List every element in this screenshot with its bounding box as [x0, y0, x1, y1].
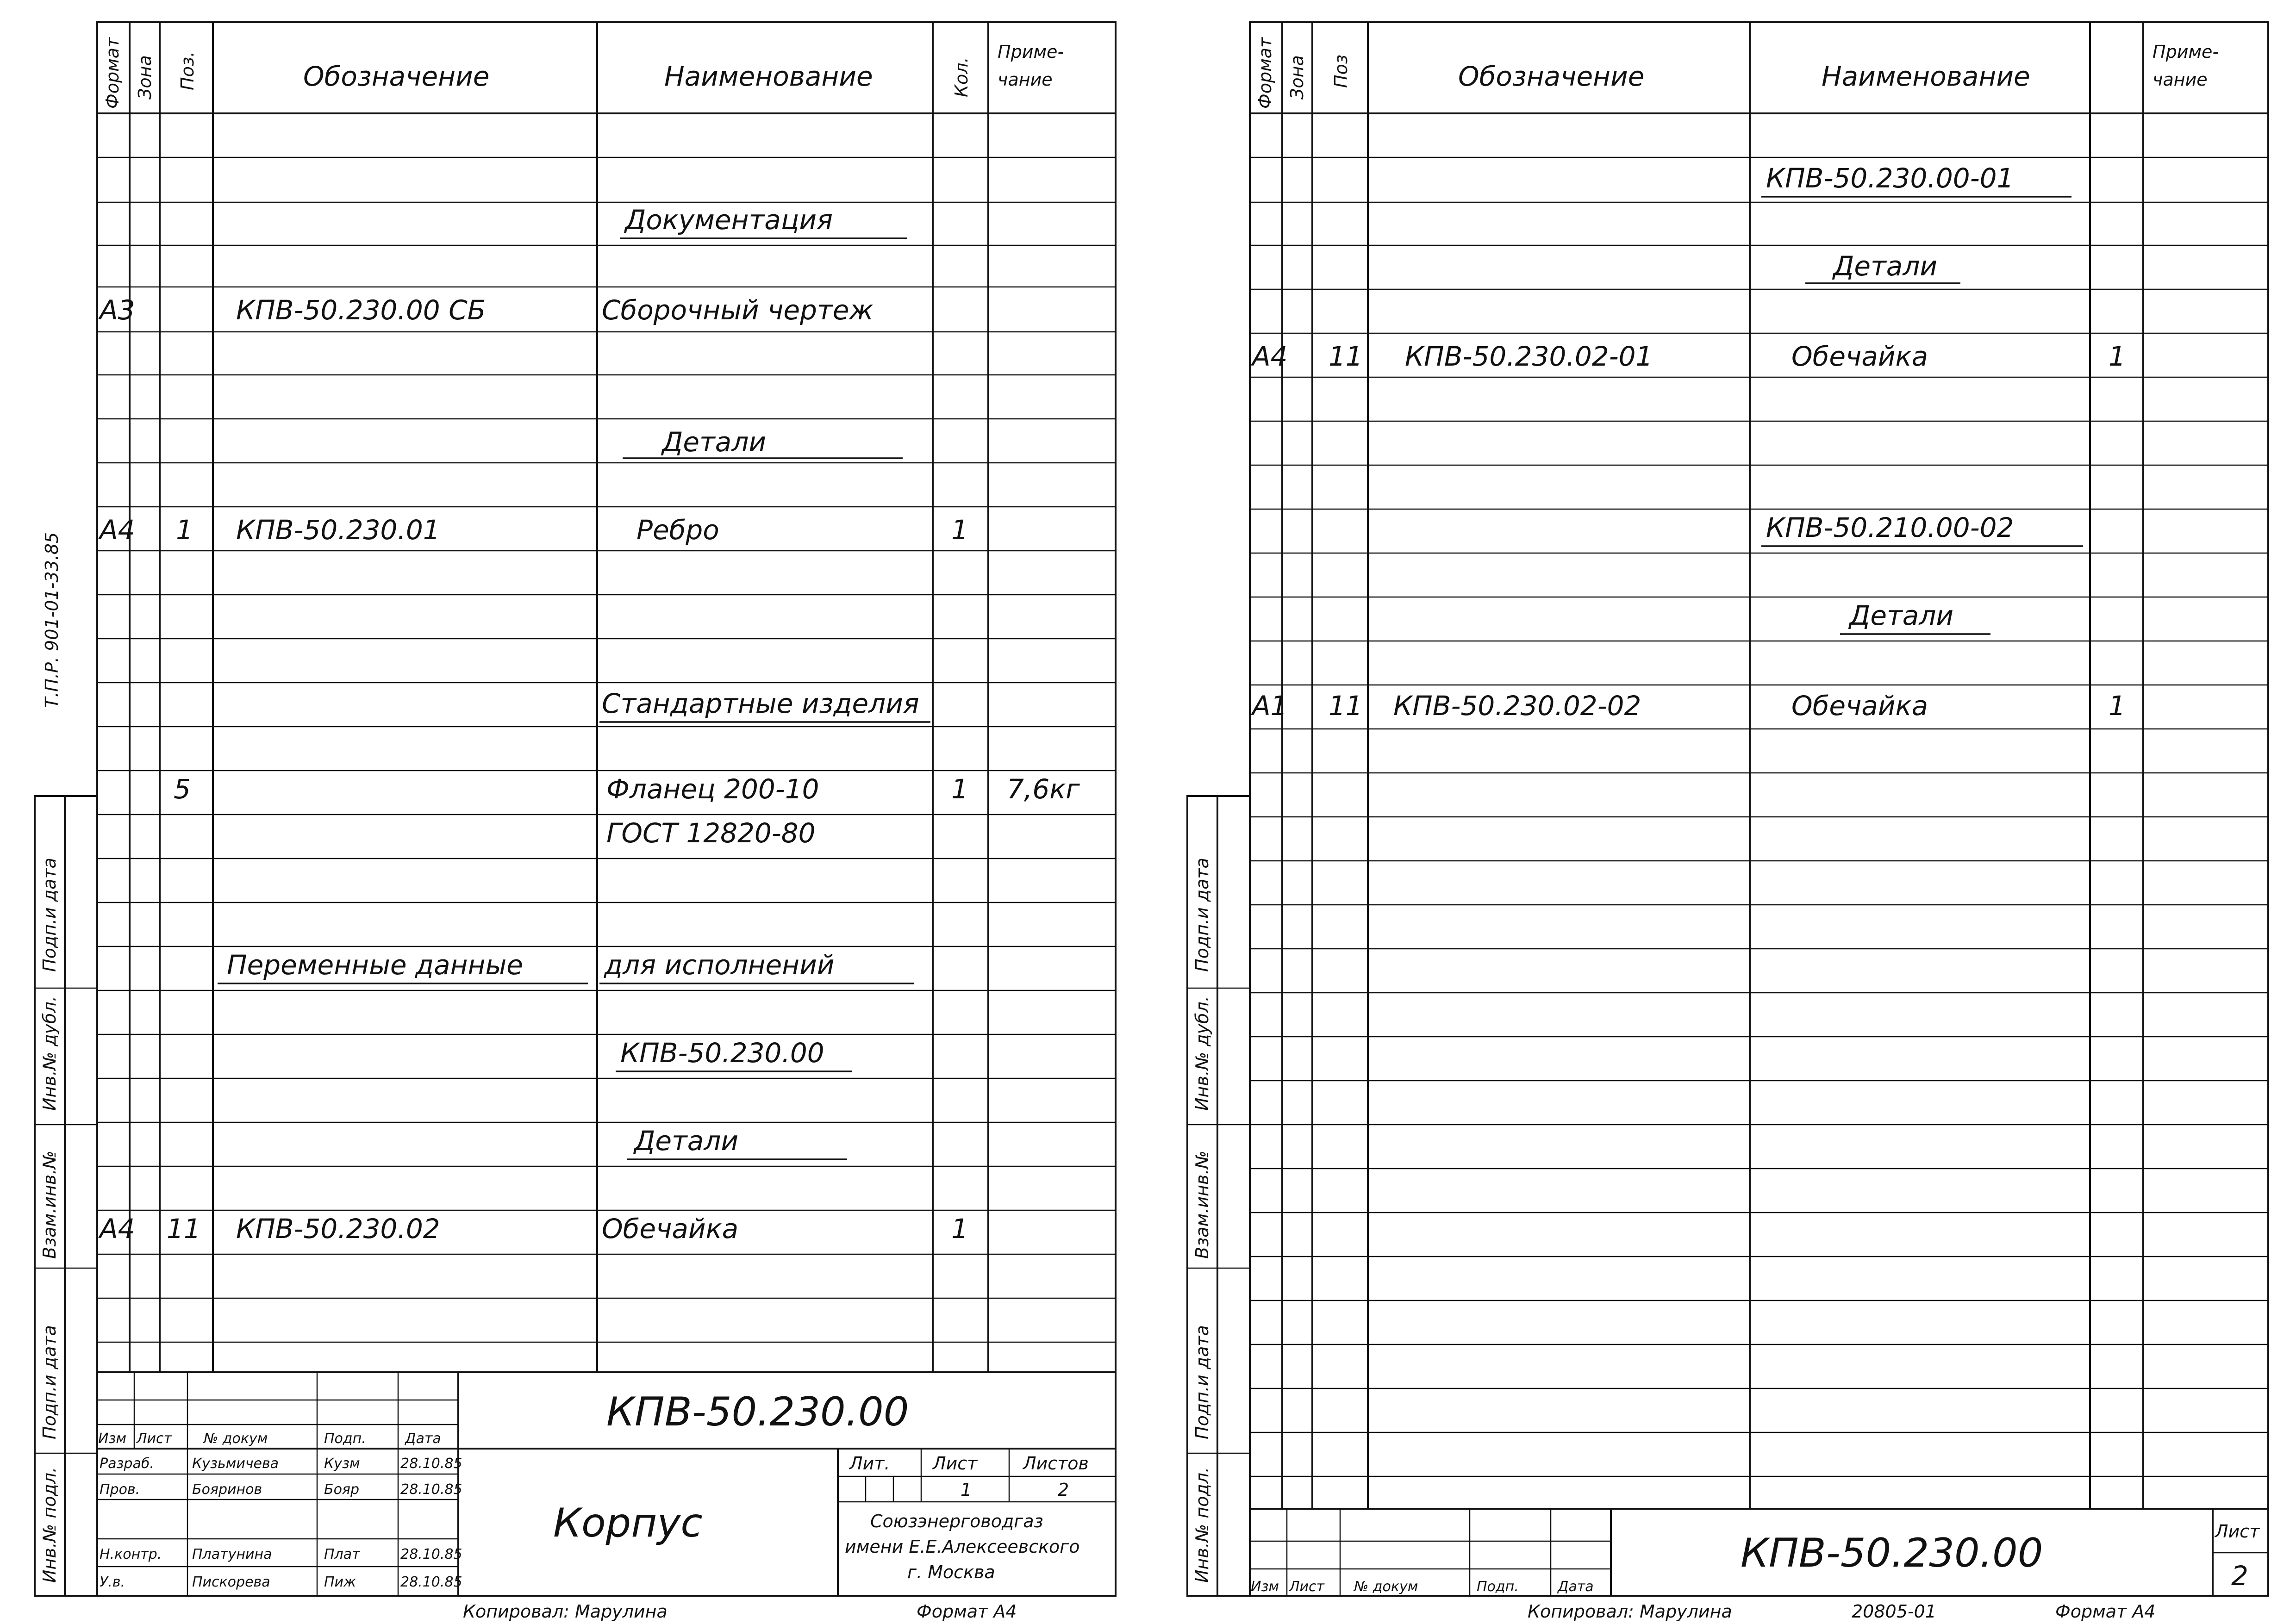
- right-shell1-format: А4: [1252, 341, 1288, 372]
- left-stamp-lit: Лит.: [849, 1453, 890, 1474]
- left-strip-inv-orig: Инв.№ подл.: [39, 1467, 60, 1583]
- left-stamp-date1: 28.10.85: [400, 1456, 462, 1472]
- left-row-grid: [97, 157, 1116, 1342]
- left-documentation-title: Документация: [625, 204, 833, 236]
- left-header-note-line1: Приме-: [998, 42, 1064, 62]
- right-strip-inv-dup: Инв.№ дубл.: [1192, 996, 1212, 1111]
- left-stamp-date4: 28.10.85: [400, 1574, 462, 1590]
- left-stamp-date3: 28.10.85: [400, 1546, 462, 1562]
- left-header-note-line2: чание: [998, 69, 1053, 90]
- left-shell-name: Обечайка: [602, 1213, 739, 1244]
- left-header-zone: Зона: [135, 55, 155, 100]
- left-flange-note: 7,6кг: [1007, 773, 1080, 805]
- left-stamp-name4: Пискорева: [192, 1574, 270, 1590]
- left-rib-format: А4: [100, 514, 135, 546]
- right-sheet: [1187, 22, 2268, 1622]
- left-header-format: Формат: [102, 37, 123, 109]
- left-asm-designation: КПВ-50.230.00 СБ: [236, 294, 486, 326]
- right-header-pos: Поз: [1331, 54, 1351, 88]
- right-header-designation: Обозначение: [1458, 61, 1645, 92]
- left-stamp-sig3: Плат: [324, 1546, 360, 1562]
- right-side-strip: [1187, 796, 1250, 1596]
- left-rib-designation: КПВ-50.230.01: [236, 514, 440, 546]
- right-stamp-col-list: Лист: [1289, 1579, 1325, 1595]
- left-stamp-role2: Пров.: [100, 1481, 140, 1498]
- left-header-qty: Кол.: [951, 57, 972, 97]
- left-header-pos: Поз.: [177, 51, 198, 90]
- left-stamp-sheet: Лист: [933, 1453, 978, 1474]
- left-tpr-code: Т.П.Р. 901-01-33.85: [42, 532, 62, 708]
- left-stamp-date2: 28.10.85: [400, 1481, 462, 1498]
- left-strip-inv-dup: Инв.№ дубл.: [39, 996, 60, 1111]
- left-stamp-col-docnum: № докум: [204, 1431, 268, 1447]
- left-strip-sign-date2: Подп.и дата: [39, 1325, 60, 1439]
- left-header-designation: Обозначение: [303, 61, 490, 92]
- left-rib-pos: 1: [176, 514, 193, 546]
- right-footer-format: Формат А4: [2055, 1601, 2156, 1622]
- right-shell2-qty: 1: [2109, 690, 2126, 722]
- left-frame: [97, 22, 1116, 1596]
- left-stamp-role1: Разраб.: [100, 1456, 154, 1472]
- left-shell-designation: КПВ-50.230.02: [236, 1213, 440, 1244]
- left-stamp-col-sign: Подп.: [324, 1431, 366, 1447]
- right-stamp-col-date: Дата: [1558, 1579, 1594, 1595]
- left-stamp-org2: имени Е.Е.Алексеевского: [845, 1537, 1080, 1557]
- left-stamp-sig4: Пиж: [324, 1574, 356, 1590]
- left-stamp-org3: г. Москва: [907, 1562, 995, 1582]
- right-stamp-sheet-num: 2: [2231, 1560, 2248, 1592]
- left-variable-data-title: Переменные данные: [227, 949, 523, 981]
- left-flange-name: Фланец 200-10: [606, 773, 819, 805]
- left-variant0-title: КПВ-50.230.00: [620, 1037, 824, 1069]
- left-parts1-title: Детали: [662, 426, 767, 458]
- left-strip-sign-date1: Подп.и дата: [39, 858, 60, 972]
- left-flange-gost: ГОСТ 12820-80: [606, 817, 816, 849]
- left-standard-items-title: Стандартные изделия: [602, 688, 919, 719]
- left-stamp-col-date: Дата: [405, 1431, 441, 1447]
- right-stamp-col-izm: Изм: [1251, 1579, 1279, 1595]
- left-stamp-org1: Союзэнерговодгаз: [870, 1511, 1043, 1531]
- right-shell1-name: Обечайка: [1791, 341, 1928, 372]
- left-stamp-sheet-val: 1: [961, 1480, 972, 1500]
- left-footer-copied: Копировал: Марулина: [463, 1601, 668, 1622]
- left-stamp-name1: Кузьмичева: [192, 1456, 279, 1472]
- left-parts2-title: Детали: [634, 1125, 739, 1157]
- left-stamp-sheets-val: 2: [1058, 1480, 1069, 1500]
- right-stamp-col-docnum: № докум: [1354, 1579, 1418, 1595]
- left-side-strip: [35, 796, 97, 1596]
- left-stamp-title: Корпус: [553, 1500, 703, 1546]
- right-parts1-title: Детали: [1833, 250, 1938, 282]
- right-shell2-pos: 11: [1329, 690, 1363, 722]
- right-shell2-name: Обечайка: [1791, 690, 1928, 722]
- left-sheet: [35, 22, 1116, 1622]
- right-shell2-designation: КПВ-50.230.02-02: [1393, 690, 1641, 722]
- right-strip-sign-date1: Подп.и дата: [1192, 858, 1212, 972]
- left-stamp-col-list: Лист: [137, 1431, 172, 1447]
- left-for-variants-title: для исполнений: [604, 949, 835, 981]
- left-stamp-name3: Платунина: [192, 1546, 272, 1562]
- right-footer-order: 20805-01: [1852, 1601, 1936, 1622]
- left-asm-format: А3: [100, 294, 135, 326]
- right-header-zone: Зона: [1287, 55, 1307, 100]
- left-stamp-sheets: Листов: [1023, 1453, 1089, 1474]
- left-asm-name: Сборочный чертеж: [602, 294, 873, 326]
- left-rib-name: Ребро: [636, 514, 719, 546]
- right-variant1-title: КПВ-50.230.00-01: [1766, 162, 2014, 194]
- left-stamp-sig1: Кузм: [324, 1456, 360, 1472]
- right-header-note-line1: Приме-: [2152, 42, 2219, 62]
- right-stamp-sheet-label: Лист: [2215, 1521, 2260, 1542]
- left-stamp-doc-code: КПВ-50.230.00: [606, 1389, 909, 1435]
- right-strip-replace-inv: Взам.инв.№: [1192, 1151, 1212, 1259]
- left-stamp-sig2: Бояр: [324, 1481, 360, 1498]
- left-stamp-name2: Бояринов: [192, 1481, 262, 1498]
- right-frame: [1250, 22, 2268, 1596]
- right-header-format: Формат: [1255, 37, 1275, 109]
- right-stamp-col-sign: Подп.: [1477, 1579, 1519, 1595]
- left-shell-qty: 1: [951, 1213, 968, 1244]
- left-shell-format: А4: [100, 1213, 135, 1244]
- right-shell1-pos: 11: [1329, 341, 1363, 372]
- right-header-name: Наименование: [1822, 61, 2030, 92]
- left-stamp-role4: У.в.: [100, 1574, 125, 1590]
- right-title-block: [1250, 1509, 2268, 1596]
- left-strip-replace-inv: Взам.инв.№: [39, 1151, 60, 1259]
- right-strip-inv-orig: Инв.№ подл.: [1192, 1467, 1212, 1583]
- left-flange-pos: 5: [174, 773, 191, 805]
- right-stamp-doc-code: КПВ-50.230.00: [1741, 1530, 2043, 1576]
- right-parts2-title: Детали: [1849, 600, 1954, 631]
- right-header-note-line2: чание: [2152, 69, 2208, 90]
- left-stamp-col-izm: Изм: [98, 1431, 127, 1447]
- right-shell2-format: А1: [1252, 690, 1288, 722]
- left-rib-qty: 1: [951, 514, 968, 546]
- left-footer-format: Формат А4: [917, 1601, 1017, 1622]
- left-shell-pos: 11: [167, 1213, 201, 1244]
- right-strip-sign-date2: Подп.и дата: [1192, 1325, 1212, 1439]
- right-shell1-designation: КПВ-50.230.02-01: [1405, 341, 1653, 372]
- left-flange-qty: 1: [951, 773, 968, 805]
- right-variant2-title: КПВ-50.210.00-02: [1766, 512, 2014, 543]
- right-footer-copied: Копировал: Марулина: [1528, 1601, 1732, 1622]
- left-header-name: Наименование: [664, 61, 873, 92]
- right-shell1-qty: 1: [2109, 341, 2126, 372]
- left-stamp-role3: Н.контр.: [100, 1546, 162, 1562]
- left-title-block: [97, 1372, 1116, 1596]
